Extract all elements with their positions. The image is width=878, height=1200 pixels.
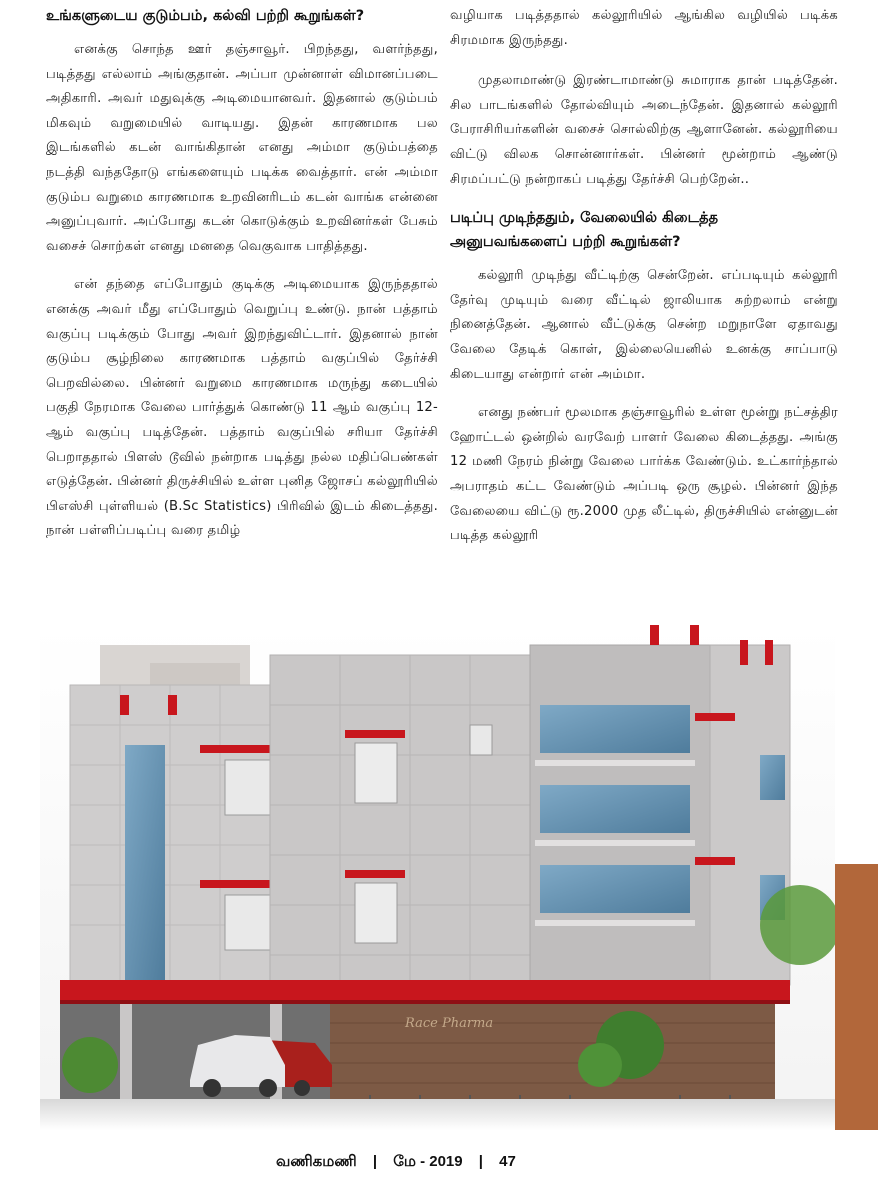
magazine-name: வணிகமணி <box>276 1153 357 1170</box>
paragraph-continued: வழியாக படித்ததால் கல்லூரியில் ஆங்கில வழியில் படிக்க சிரமமாக இருந்தது. <box>450 8 838 48</box>
footer-text <box>276 1153 516 1172</box>
paragraph: முதலாமாண்டு இரண்டாமாண்டு சுமாராக தான் படித்தேன். சில பாடங்களில் தோல்வியும் அடைந்தேன். இதனால் கல்லூரி பேராசிரியர்களின் வசைச் சொல்லிற்கு ஆளானேன். கல்லூரியை விட்டு விலக சொன்னார்கள். பின்னர் மூன்றாம் ஆண்டு சிரமப்பட்டு நன்றாகப் படித்து தேர்ச்சி பெற்றேன்.. <box>450 73 838 187</box>
paragraph: கல்லூரி முடிந்து வீட்டிற்கு சென்றேன். எப்படியும் கல்லூரி தேர்வு முடியும் வரை வீட்டில் ஜாலியாக சுற்றலாம் என்று நினைத்தேன். ஆனால் வீட்டுக்கு சென்ற மறுநாளே ஏதாவது வேலை தேடிக் கொள், இல்லையெனில் உனக்கு சாப்பாடு கிடையாது என்றார் என் அம்மா. <box>450 268 838 382</box>
section-heading-work: படிப்பு முடிந்ததும், வேலையில் கிடைத்த அனுபவங்களைப் பற்றி கூறுங்கள்? <box>450 210 719 251</box>
paragraph: எனது நண்பர் மூலமாக தஞ்சாவூரில் உள்ள மூன்று நட்சத்திர ஹோட்டல் ஒன்றில் வரவேற் பாளர் வேலை கிடைத்தது. அங்கு 12 மணி நேரம் நின்று வேலை பார்க்க வேண்டும். உட்கார்ந்தால் அபராதம் கட்ட வேண்டும் அப்படி ஒரு சூழல். பின்னர் இந்த வேலையை விட்டு ரூ.2000 முத லீட்டில், திருச்சியில் என்னுடன் படித்த கல்லூரி <box>450 405 838 544</box>
building-sign-text: Race Pharma <box>405 1016 494 1031</box>
left-column <box>46 4 438 558</box>
section-heading-family: உங்களுடைய குடும்பம், கல்வி பற்றி கூறுங்கள்? <box>46 8 365 24</box>
page-number: 47 <box>499 1153 516 1170</box>
footer-separator: | <box>372 1153 378 1170</box>
building-photo <box>40 625 835 1130</box>
paragraph: என் தந்தை எப்போதும் குடிக்கு அடிமையாக இருந்ததால் எனக்கு அவர் மீது எப்போதும் வெறுப்பு உண்டு. நான் பத்தாம் வகுப்பு படிக்கும் போது அவர் இறந்துவிட்டார். இதனால் நான் குடும்ப சூழ்நிலை காரணமாக பத்தாம் வகுப்பில் தேர்ச்சி பெறவில்லை. பின்னர் வறுமை காரணமாக மருந்து கடையில் பகுதி நேரமாக வேலை பார்த்துக் கொண்டு 11 ஆம் வகுப்பு 12-ஆம் வகுப்பு படித்தேன். பத்தாம் வகுப்பில் சரியா தேர்ச்சி பெறாததால் பிளஸ் டூவில் நன்றாக படித்து நல்ல மதிப்பெண்கள் எடுத்தேன். பின்னர் திருச்சியில் உள்ள புனித ஜோசப் கல்லூரியில் பிஎஸ்சி புள்ளியல் (B.Sc Statistics) பிரிவில் இடம் கிடைத்தது. நான் பள்ளிப்படிப்பு வரை தமிழ் <box>46 277 438 539</box>
paragraph: எனக்கு சொந்த ஊர் தஞ்சாவூர். பிறந்தது, வளர்ந்தது, படித்தது எல்லாம் அங்குதான். அப்பா முன்னாள் விமானப்படை அதிகாரி. அவர் மதுவுக்கு அடிமையானவர். இதனால் குடும்பம் மிகவும் வறுமையில் வாடியது. இதன் காரணமாக பல இடங்களில் கடன் வாங்கிதான் எனது அம்மா குடும்பத்தை நடத்தி வந்ததோடு எங்களையும் படிக்க வைத்தார். என் அம்மா குடும்ப வறுமை காரணமாக உறவினரிடம் கடன் வாங்க என்னை அனுப்புவார். அப்போது கடன் கொடுக்கும் உறவினர்கள் பேசும் வசைச் சொற்கள் எனது மனதை வெகுவாக பாதித்தது. <box>46 42 438 254</box>
issue-date: மே - 2019 <box>393 1153 463 1170</box>
footer-separator: | <box>478 1153 483 1170</box>
right-column <box>450 4 838 563</box>
